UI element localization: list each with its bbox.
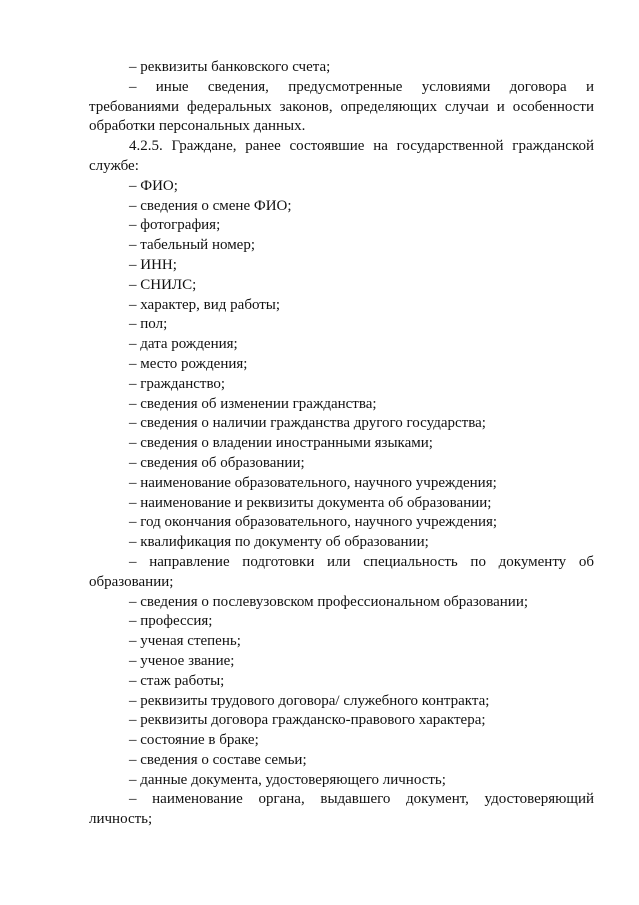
document-page [89, 58, 594, 830]
list-item: – фотография; [129, 217, 221, 234]
list-item: – характер, вид работы; [129, 296, 281, 313]
list-item: – стаж работы; [129, 672, 225, 689]
list-item: – табельный номер; [129, 237, 256, 254]
list-item: – дата рождения; [129, 336, 238, 353]
section-heading-4-2-5: 4.2.5. Граждане, ранее состоявшие на государственной гражданской службе: [89, 138, 594, 174]
list-item: – наименование образовательного, научного учреждения; [129, 474, 497, 491]
list-item: – квалификация по документу об образовании; [129, 534, 429, 551]
list-item: – год окончания образовательного, научного учреждения; [129, 514, 498, 531]
list-item-bank-details: – реквизиты банковского счета; [129, 59, 331, 75]
list-item: – ИНН; [129, 256, 177, 273]
list-item: – профессия; [129, 613, 213, 630]
list-item: – состояние в браке; [129, 732, 259, 749]
list-item: – сведения об образовании; [129, 454, 305, 471]
list-item: – пол; [129, 316, 168, 333]
list-item: – место рождения; [129, 355, 248, 372]
list-item: – СНИЛС; [129, 276, 197, 293]
list-item: – сведения о наличии гражданства другого государства; [129, 415, 486, 432]
list-item: – сведения об изменении гражданства; [129, 395, 377, 412]
list-item: – сведения о составе семьи; [129, 751, 307, 768]
list-item: – наименование и реквизиты документа об образовании; [129, 494, 492, 511]
list-item-other-info: – иные сведения, предусмотренные условиями договора и требованиями федеральных законов, определяющих случаи и особенности обработки персональных данных. [89, 78, 594, 135]
list-item: – сведения о владении иностранными языками; [129, 435, 433, 452]
list-item: – ученая степень; [129, 633, 241, 650]
list-item: – сведения о послевузовском профессиональном образовании; [129, 593, 529, 610]
list-item: – сведения о смене ФИО; [129, 197, 292, 214]
list-item: – ФИО; [129, 177, 178, 194]
list-item: – данные документа, удостоверяющего личность; [129, 771, 446, 788]
list-item: – направление подготовки или специальность по документу об образовании; [89, 553, 594, 590]
list-item: – реквизиты трудового договора/ служебного контракта; [129, 692, 490, 709]
list-item: – ученое звание; [129, 652, 235, 669]
list-item: – гражданство; [129, 375, 226, 392]
list-item: – реквизиты договора гражданско-правового характера; [129, 712, 486, 729]
list-item: – наименование органа, выдавшего документ, удостоверяющий личность; [89, 791, 594, 828]
